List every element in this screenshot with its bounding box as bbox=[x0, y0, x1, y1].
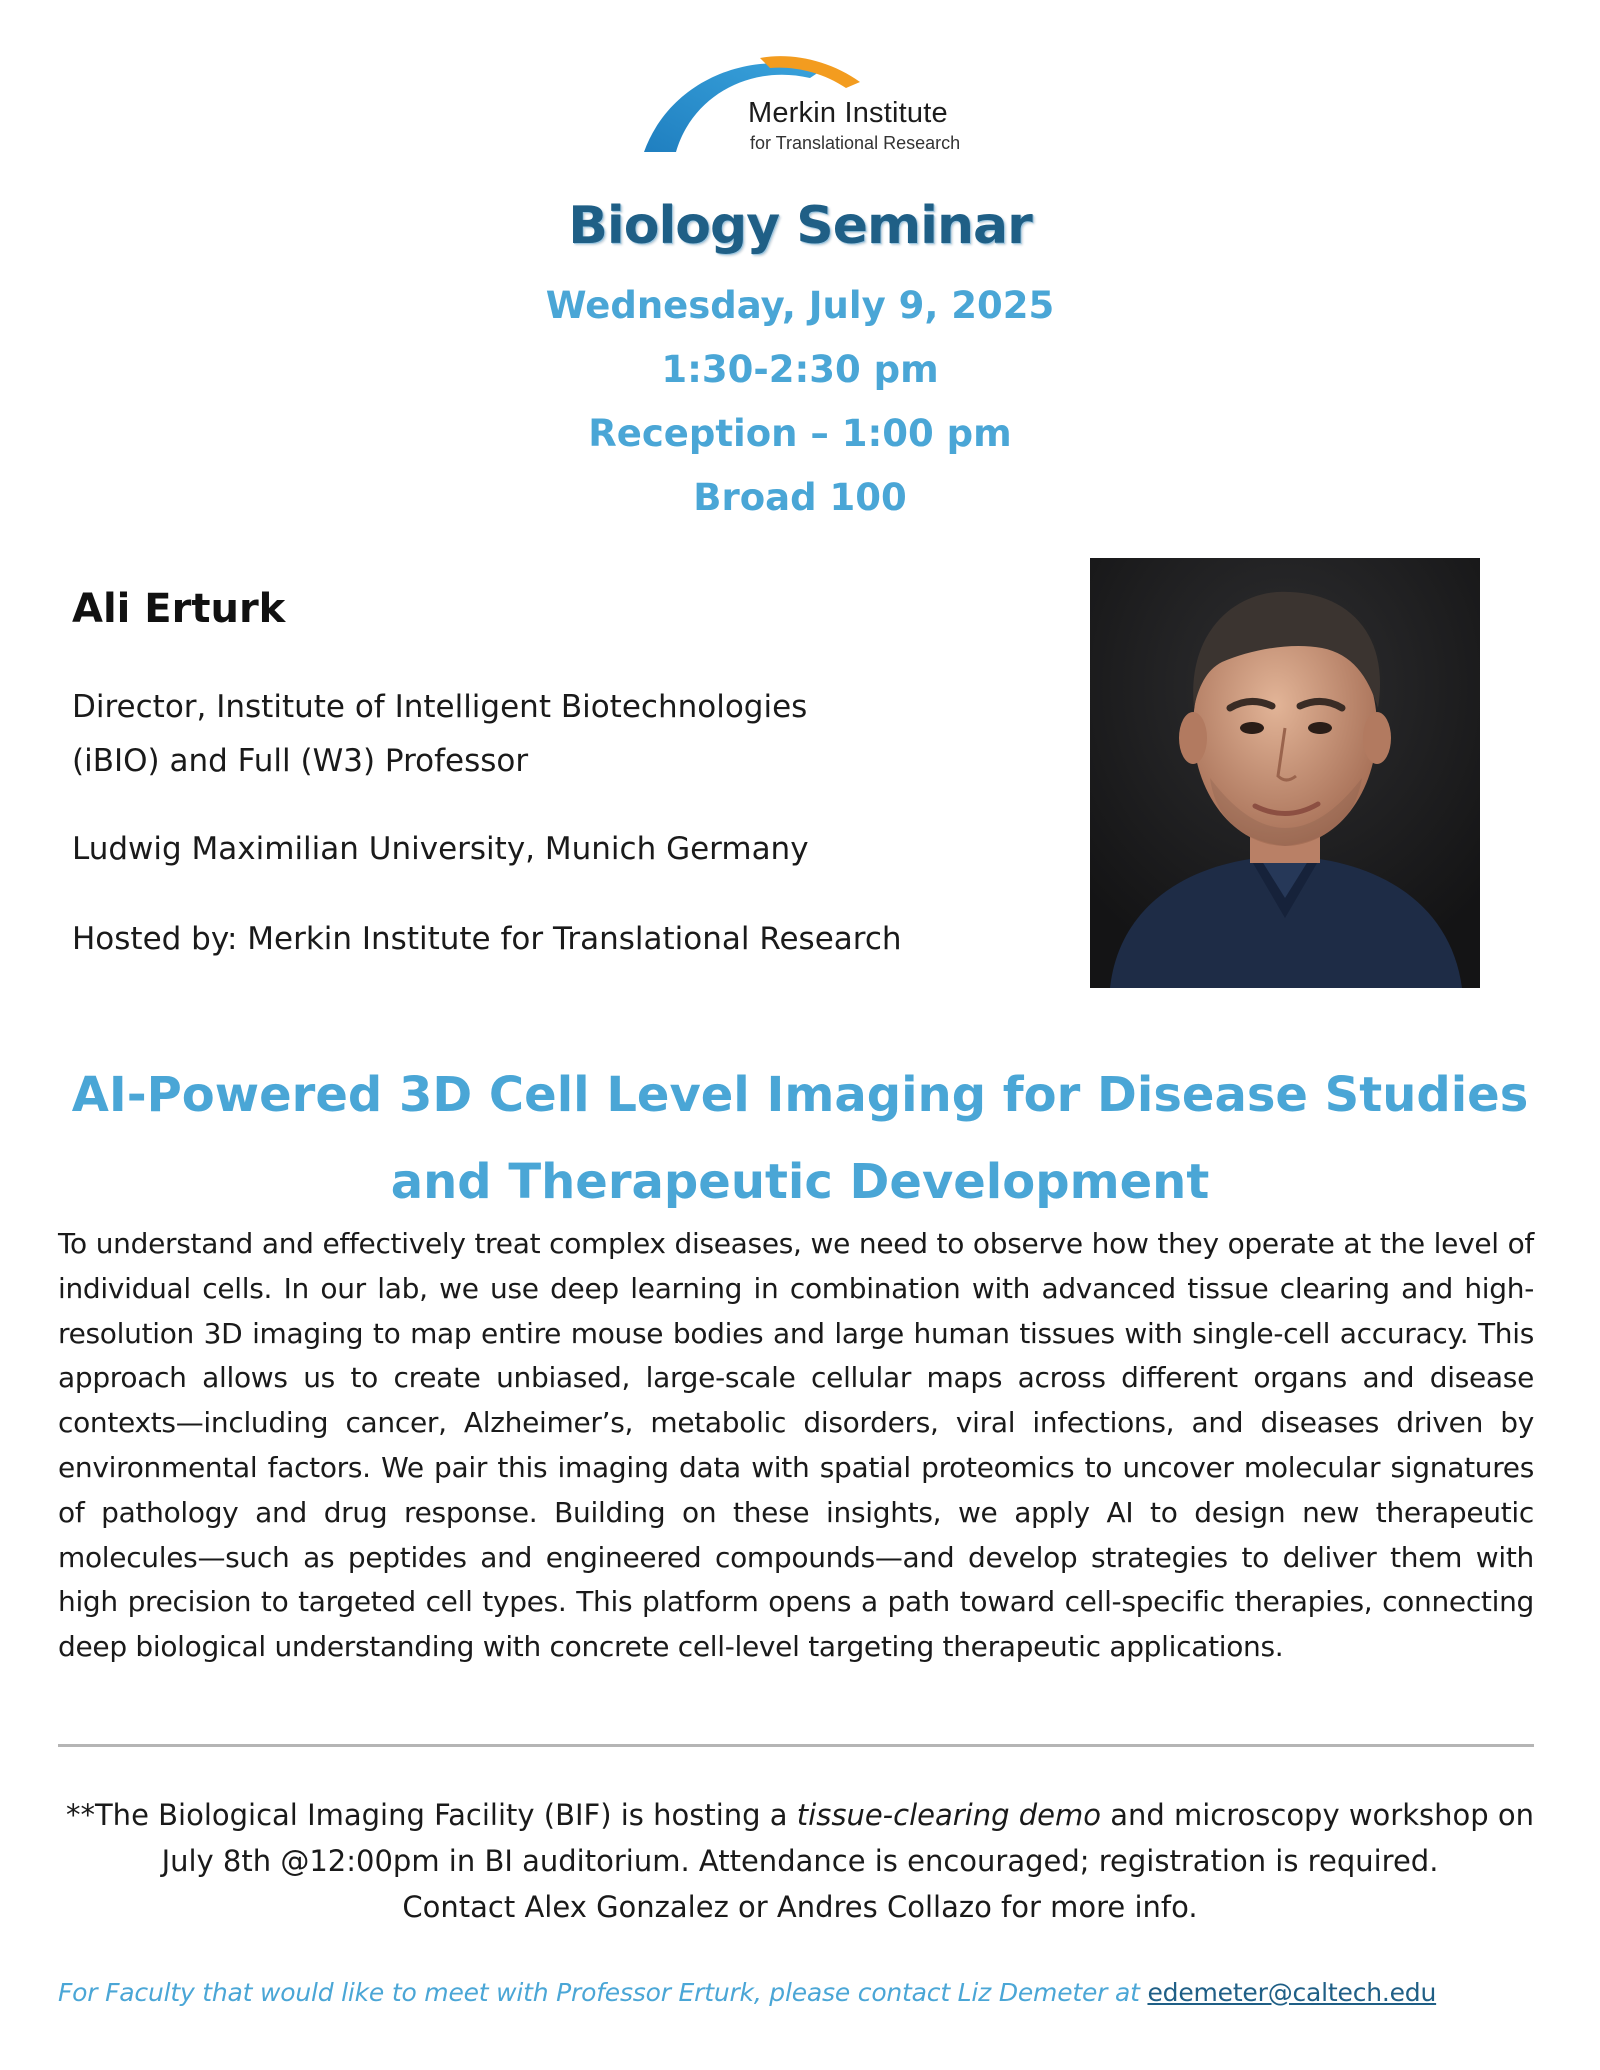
event-date: Wednesday, July 9, 2025 bbox=[545, 284, 1055, 327]
section-divider bbox=[58, 1744, 1534, 1747]
talk-title-line1: AI-Powered 3D Cell Level Imaging for Disease Studies bbox=[71, 1067, 1529, 1123]
logo-name: Merkin Institute bbox=[748, 97, 948, 129]
event-time: 1:30-2:30 pm bbox=[661, 348, 939, 391]
speaker-name: Ali Erturk bbox=[72, 586, 286, 632]
event-reception: Reception – 1:00 pm bbox=[588, 412, 1012, 455]
speaker-portrait-icon bbox=[1090, 558, 1480, 988]
workshop-note-emphasis: tissue-clearing demo bbox=[796, 1798, 1101, 1832]
workshop-note-suffix: and microscopy workshop on July 8th @12:00pm in BI auditorium. Attendance is encouraged; registration is required. bbox=[161, 1798, 1535, 1878]
talk-title-line2: and Therapeutic Development bbox=[390, 1154, 1210, 1210]
event-location: Broad 100 bbox=[693, 476, 907, 519]
speaker-affiliation: Ludwig Maximilian University, Munich Germany bbox=[72, 831, 809, 867]
workshop-note-prefix: **The Biological Imaging Facility (BIF) is hosting a bbox=[65, 1798, 797, 1832]
speaker-photo bbox=[1090, 558, 1480, 988]
merkin-logo bbox=[640, 40, 1020, 170]
faculty-contact-text: For Faculty that would like to meet with Professor Erturk, please contact Liz Demeter at bbox=[58, 1978, 1148, 2007]
workshop-note bbox=[60, 1792, 1540, 1930]
logo-subtitle: for Translational Research bbox=[750, 133, 961, 153]
seminar-title: Biology Seminar bbox=[568, 196, 1032, 256]
speaker-host: Hosted by: Merkin Institute for Translational Research bbox=[72, 921, 902, 957]
contact-email-link[interactable]: edemeter@caltech.edu bbox=[1147, 1978, 1437, 2007]
talk-title bbox=[60, 1052, 1540, 1226]
speaker-title-line1: Director, Institute of Intelligent Biotechnologies bbox=[72, 689, 808, 725]
speaker-title-line2: (iBIO) and Full (W3) Professor bbox=[72, 743, 529, 779]
faculty-contact bbox=[58, 1978, 1558, 2007]
workshop-note-contact: Contact Alex Gonzalez or Andres Collazo for more info. bbox=[402, 1890, 1198, 1924]
talk-abstract: To understand and effectively treat complex diseases, we need to observe how they operate at the level of individual cells. In our lab, we use deep learning in combination with advanced tissue clearing and high-resolution 3D imaging to map entire mouse bodies and large human tissues with single-cell accuracy. This approach allows us to create unbiased, large-scale cellular maps across different organs and disease contexts—including cancer, Alzheimer’s, metabolic disorders, viral infections, and diseases driven by environmental factors. We pair this imaging data with spatial proteomics to uncover molecular signatures of pathology and drug response. Building on these insights, we apply AI to design new therapeutic molecules—such as peptides and engineered compounds—and develop strategies to deliver them with high precision to targeted cell types. This platform opens a path toward cell-specific therapies, connecting deep biological understanding with concrete cell-level targeting therapeutic applications. bbox=[58, 1227, 1534, 1664]
